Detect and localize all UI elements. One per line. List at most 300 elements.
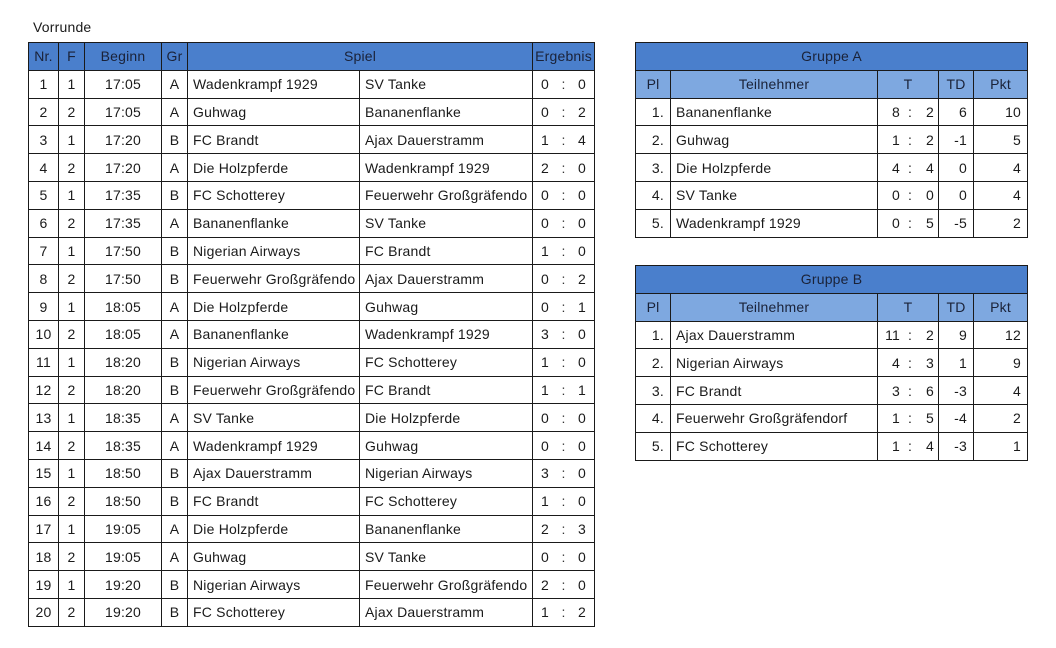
away-goals: 4 (578, 131, 587, 148)
home-team: Feuerwehr Großgräfendo (188, 265, 360, 293)
match-number: 12 (29, 376, 59, 404)
match-field: 1 (59, 404, 85, 432)
home-goals: 0 (541, 187, 550, 204)
standing-team: FC Brandt (671, 377, 878, 405)
standing-points: 2 (974, 404, 1028, 432)
away-goals: 2 (578, 103, 587, 120)
group-b-header (636, 293, 1028, 321)
match-start-time: 18:20 (85, 348, 162, 376)
home-team: FC Schotterey (188, 181, 360, 209)
match-start-time: 19:05 (85, 515, 162, 543)
match-start-time: 18:50 (85, 487, 162, 515)
score-separator: : (561, 215, 566, 232)
match-group: B (162, 265, 188, 293)
home-goals: 0 (541, 298, 550, 315)
standing-place: 2. (636, 126, 671, 154)
match-row (29, 376, 595, 404)
match-field: 2 (59, 98, 85, 126)
match-number: 7 (29, 237, 59, 265)
home-goals: 0 (541, 409, 550, 426)
match-field: 1 (59, 571, 85, 599)
standing-place: 5. (636, 432, 671, 460)
home-goals: 0 (541, 76, 550, 93)
score-separator: : (561, 520, 566, 537)
score-separator: : (561, 131, 566, 148)
home-goals: 1 (541, 381, 550, 398)
header-pkt: Pkt (974, 70, 1028, 98)
goals-against: 5 (926, 215, 934, 232)
match-number: 8 (29, 265, 59, 293)
standing-goals (878, 98, 939, 126)
match-group: B (162, 376, 188, 404)
match-number: 6 (29, 209, 59, 237)
match-number: 17 (29, 515, 59, 543)
away-team: Guhwag (360, 293, 533, 321)
away-goals: 2 (578, 270, 587, 287)
match-field: 1 (59, 515, 85, 543)
home-team: FC Brandt (188, 126, 360, 154)
match-result (533, 571, 595, 599)
match-group: A (162, 404, 188, 432)
away-team: Die Holzpferde (360, 404, 533, 432)
match-result (533, 404, 595, 432)
standing-points: 4 (974, 154, 1028, 182)
score-separator: : (561, 103, 566, 120)
home-goals: 1 (541, 131, 550, 148)
header-field: F (59, 43, 85, 71)
match-group: A (162, 432, 188, 460)
away-team: Wadenkrampf 1929 (360, 320, 533, 348)
match-group: B (162, 126, 188, 154)
standing-points: 2 (974, 209, 1028, 237)
standing-team: Guhwag (671, 126, 878, 154)
match-row (29, 181, 595, 209)
goals-against: 4 (926, 159, 934, 176)
home-goals: 0 (541, 437, 550, 454)
home-goals: 0 (541, 103, 550, 120)
header-pl: Pl (636, 70, 671, 98)
match-row (29, 98, 595, 126)
match-result (533, 265, 595, 293)
standing-team: Feuerwehr Großgräfendorf (671, 404, 878, 432)
header-group: Gr (162, 43, 188, 71)
standings-row (636, 321, 1028, 349)
header-t: T (878, 293, 939, 321)
home-goals: 1 (541, 242, 550, 259)
standing-place: 3. (636, 377, 671, 405)
standings-row (636, 209, 1028, 237)
away-goals: 0 (578, 76, 587, 93)
match-number: 11 (29, 348, 59, 376)
standing-points: 1 (974, 432, 1028, 460)
match-start-time: 18:20 (85, 376, 162, 404)
match-result (533, 70, 595, 98)
standing-goals (878, 154, 939, 182)
standing-goals (878, 432, 939, 460)
match-start-time: 17:20 (85, 154, 162, 182)
score-separator: : (907, 131, 913, 148)
match-number: 5 (29, 181, 59, 209)
standing-goals (878, 181, 939, 209)
match-start-time: 19:05 (85, 543, 162, 571)
match-row (29, 348, 595, 376)
standing-goals (878, 209, 939, 237)
score-separator: : (561, 465, 566, 482)
away-team: FC Brandt (360, 237, 533, 265)
goals-for: 3 (892, 382, 900, 399)
score-separator: : (907, 354, 913, 371)
standings-row (636, 181, 1028, 209)
match-result (533, 320, 595, 348)
match-group: A (162, 154, 188, 182)
standing-goal-diff: -3 (939, 377, 974, 405)
match-row (29, 154, 595, 182)
header-nr: Nr. (29, 43, 59, 71)
home-team: Guhwag (188, 98, 360, 126)
match-number: 19 (29, 571, 59, 599)
match-field: 2 (59, 543, 85, 571)
match-result (533, 98, 595, 126)
standing-points: 12 (974, 321, 1028, 349)
group-b-table (635, 265, 1028, 461)
header-ergebnis: Ergebnis (533, 43, 595, 71)
match-number: 16 (29, 487, 59, 515)
away-goals: 1 (578, 381, 587, 398)
match-result (533, 181, 595, 209)
away-goals: 0 (578, 354, 587, 371)
home-team: Guhwag (188, 543, 360, 571)
match-group: A (162, 98, 188, 126)
home-team: Wadenkrampf 1929 (188, 432, 360, 460)
goals-for: 1 (892, 131, 900, 148)
away-team: Bananenflanke (360, 515, 533, 543)
score-separator: : (907, 410, 913, 427)
match-field: 1 (59, 293, 85, 321)
match-group: B (162, 459, 188, 487)
score-separator: : (907, 159, 913, 176)
home-team: Die Holzpferde (188, 515, 360, 543)
standing-goals (878, 126, 939, 154)
standing-goals (878, 349, 939, 377)
home-team: Wadenkrampf 1929 (188, 70, 360, 98)
away-goals: 0 (578, 326, 587, 343)
away-goals: 0 (578, 215, 587, 232)
match-start-time: 17:20 (85, 126, 162, 154)
home-goals: 0 (541, 270, 550, 287)
match-number: 3 (29, 126, 59, 154)
match-field: 1 (59, 459, 85, 487)
match-row (29, 404, 595, 432)
standing-goal-diff: 6 (939, 98, 974, 126)
match-result (533, 459, 595, 487)
match-group: A (162, 209, 188, 237)
match-number: 13 (29, 404, 59, 432)
home-goals: 2 (541, 520, 550, 537)
match-group: B (162, 348, 188, 376)
standing-goal-diff: 0 (939, 154, 974, 182)
away-team: Feuerwehr Großgräfendo (360, 571, 533, 599)
score-separator: : (561, 242, 566, 259)
score-separator: : (907, 382, 913, 399)
match-start-time: 18:05 (85, 293, 162, 321)
goals-against: 0 (926, 187, 934, 204)
home-team: FC Brandt (188, 487, 360, 515)
match-field: 1 (59, 70, 85, 98)
home-team: Bananenflanke (188, 209, 360, 237)
standing-goal-diff: -4 (939, 404, 974, 432)
home-goals: 1 (541, 354, 550, 371)
standing-team: Die Holzpferde (671, 154, 878, 182)
standing-place: 4. (636, 181, 671, 209)
group-a-header (636, 70, 1028, 98)
match-field: 2 (59, 209, 85, 237)
score-separator: : (561, 381, 566, 398)
match-start-time: 18:35 (85, 432, 162, 460)
away-team: SV Tanke (360, 209, 533, 237)
standing-points: 4 (974, 377, 1028, 405)
goals-for: 8 (892, 103, 900, 120)
match-schedule-table (28, 42, 595, 627)
home-team: Die Holzpferde (188, 154, 360, 182)
standing-team: Wadenkrampf 1929 (671, 209, 878, 237)
goals-against: 2 (926, 131, 934, 148)
home-team: Bananenflanke (188, 320, 360, 348)
standing-goal-diff: -3 (939, 432, 974, 460)
match-start-time: 17:50 (85, 265, 162, 293)
standing-goal-diff: 1 (939, 349, 974, 377)
standing-points: 10 (974, 98, 1028, 126)
match-result (533, 237, 595, 265)
match-number: 20 (29, 598, 59, 626)
match-number: 10 (29, 320, 59, 348)
match-group: B (162, 487, 188, 515)
match-result (533, 293, 595, 321)
match-result (533, 598, 595, 626)
match-number: 14 (29, 432, 59, 460)
group-b-title: Gruppe B (636, 266, 1028, 294)
match-number: 4 (29, 154, 59, 182)
standing-goal-diff: 0 (939, 181, 974, 209)
match-row (29, 237, 595, 265)
match-row (29, 598, 595, 626)
standing-team: Ajax Dauerstramm (671, 321, 878, 349)
away-team: FC Schotterey (360, 487, 533, 515)
away-team: Feuerwehr Großgräfendo (360, 181, 533, 209)
match-number: 18 (29, 543, 59, 571)
match-start-time: 18:50 (85, 459, 162, 487)
match-row (29, 487, 595, 515)
match-field: 1 (59, 126, 85, 154)
match-field: 2 (59, 376, 85, 404)
score-separator: : (561, 604, 566, 621)
goals-for: 0 (892, 215, 900, 232)
match-number: 1 (29, 70, 59, 98)
match-result (533, 154, 595, 182)
away-goals: 0 (578, 576, 587, 593)
home-goals: 1 (541, 604, 550, 621)
away-team: FC Brandt (360, 376, 533, 404)
match-result (533, 432, 595, 460)
standings-row (636, 349, 1028, 377)
away-goals: 0 (578, 187, 587, 204)
match-result (533, 126, 595, 154)
standings-row (636, 432, 1028, 460)
match-start-time: 17:05 (85, 98, 162, 126)
away-goals: 3 (578, 520, 587, 537)
home-goals: 2 (541, 576, 550, 593)
match-field: 2 (59, 487, 85, 515)
match-row (29, 571, 595, 599)
home-team: Nigerian Airways (188, 571, 360, 599)
score-separator: : (561, 159, 566, 176)
header-teilnehmer: Teilnehmer (671, 70, 878, 98)
match-number: 2 (29, 98, 59, 126)
standing-points: 4 (974, 181, 1028, 209)
standings-row (636, 154, 1028, 182)
match-result (533, 348, 595, 376)
match-group: A (162, 70, 188, 98)
score-separator: : (907, 326, 913, 343)
standing-place: 5. (636, 209, 671, 237)
standing-goal-diff: 9 (939, 321, 974, 349)
home-team: Nigerian Airways (188, 348, 360, 376)
match-field: 2 (59, 320, 85, 348)
score-separator: : (561, 298, 566, 315)
match-group: B (162, 571, 188, 599)
home-goals: 0 (541, 215, 550, 232)
match-field: 2 (59, 432, 85, 460)
match-row (29, 320, 595, 348)
score-separator: : (561, 493, 566, 510)
match-group: A (162, 320, 188, 348)
standing-place: 4. (636, 404, 671, 432)
score-separator: : (561, 354, 566, 371)
header-pkt: Pkt (974, 293, 1028, 321)
away-goals: 2 (578, 604, 587, 621)
match-field: 2 (59, 265, 85, 293)
home-goals: 2 (541, 159, 550, 176)
score-separator: : (907, 215, 913, 232)
group-a-table (635, 42, 1028, 238)
standing-team: SV Tanke (671, 181, 878, 209)
standings-row (636, 377, 1028, 405)
match-row (29, 515, 595, 543)
goals-against: 4 (926, 438, 934, 455)
home-goals: 3 (541, 326, 550, 343)
match-result (533, 515, 595, 543)
away-goals: 0 (578, 159, 587, 176)
goals-against: 2 (926, 103, 934, 120)
home-team: Die Holzpferde (188, 293, 360, 321)
away-team: Bananenflanke (360, 98, 533, 126)
score-separator: : (561, 187, 566, 204)
match-number: 15 (29, 459, 59, 487)
standing-place: 1. (636, 98, 671, 126)
score-separator: : (561, 270, 566, 287)
match-group: B (162, 237, 188, 265)
match-field: 1 (59, 237, 85, 265)
match-table-header (29, 43, 595, 71)
match-start-time: 17:35 (85, 181, 162, 209)
match-result (533, 209, 595, 237)
home-team: FC Schotterey (188, 598, 360, 626)
standing-place: 3. (636, 154, 671, 182)
goals-for: 4 (892, 159, 900, 176)
score-separator: : (561, 326, 566, 343)
goals-for: 1 (892, 410, 900, 427)
standing-goals (878, 404, 939, 432)
match-row (29, 70, 595, 98)
match-field: 1 (59, 348, 85, 376)
standing-goals (878, 321, 939, 349)
standings-row (636, 126, 1028, 154)
match-row (29, 293, 595, 321)
match-field: 2 (59, 598, 85, 626)
goals-for: 0 (892, 187, 900, 204)
match-row (29, 459, 595, 487)
header-beginn: Beginn (85, 43, 162, 71)
standing-goal-diff: -1 (939, 126, 974, 154)
match-start-time: 17:05 (85, 70, 162, 98)
standing-team: Bananenflanke (671, 98, 878, 126)
standing-goals (878, 377, 939, 405)
match-result (533, 376, 595, 404)
away-team: Nigerian Airways (360, 459, 533, 487)
score-separator: : (561, 576, 566, 593)
home-goals: 1 (541, 493, 550, 510)
goals-against: 5 (926, 410, 934, 427)
score-separator: : (561, 409, 566, 426)
standing-goal-diff: -5 (939, 209, 974, 237)
goals-for: 11 (885, 326, 900, 343)
match-row (29, 543, 595, 571)
match-start-time: 18:05 (85, 320, 162, 348)
header-td: TD (939, 293, 974, 321)
match-row (29, 265, 595, 293)
home-team: Feuerwehr Großgräfendo (188, 376, 360, 404)
match-result (533, 487, 595, 515)
match-start-time: 17:35 (85, 209, 162, 237)
match-row (29, 209, 595, 237)
match-group: A (162, 543, 188, 571)
home-team: Ajax Dauerstramm (188, 459, 360, 487)
away-goals: 0 (578, 465, 587, 482)
header-teilnehmer: Teilnehmer (671, 293, 878, 321)
match-field: 1 (59, 181, 85, 209)
goals-against: 2 (926, 326, 934, 343)
score-separator: : (561, 548, 566, 565)
away-goals: 0 (578, 409, 587, 426)
away-team: SV Tanke (360, 70, 533, 98)
group-a-title: Gruppe A (636, 43, 1028, 71)
score-separator: : (907, 103, 913, 120)
match-start-time: 19:20 (85, 571, 162, 599)
goals-for: 4 (892, 354, 900, 371)
home-goals: 3 (541, 465, 550, 482)
section-title: Vorrunde (33, 19, 92, 35)
match-result (533, 543, 595, 571)
standing-place: 1. (636, 321, 671, 349)
match-field: 2 (59, 154, 85, 182)
score-separator: : (561, 437, 566, 454)
match-start-time: 19:20 (85, 598, 162, 626)
goals-against: 3 (926, 354, 934, 371)
home-goals: 0 (541, 548, 550, 565)
standing-place: 2. (636, 349, 671, 377)
goals-for: 1 (892, 438, 900, 455)
away-goals: 0 (578, 493, 587, 510)
standing-points: 5 (974, 126, 1028, 154)
